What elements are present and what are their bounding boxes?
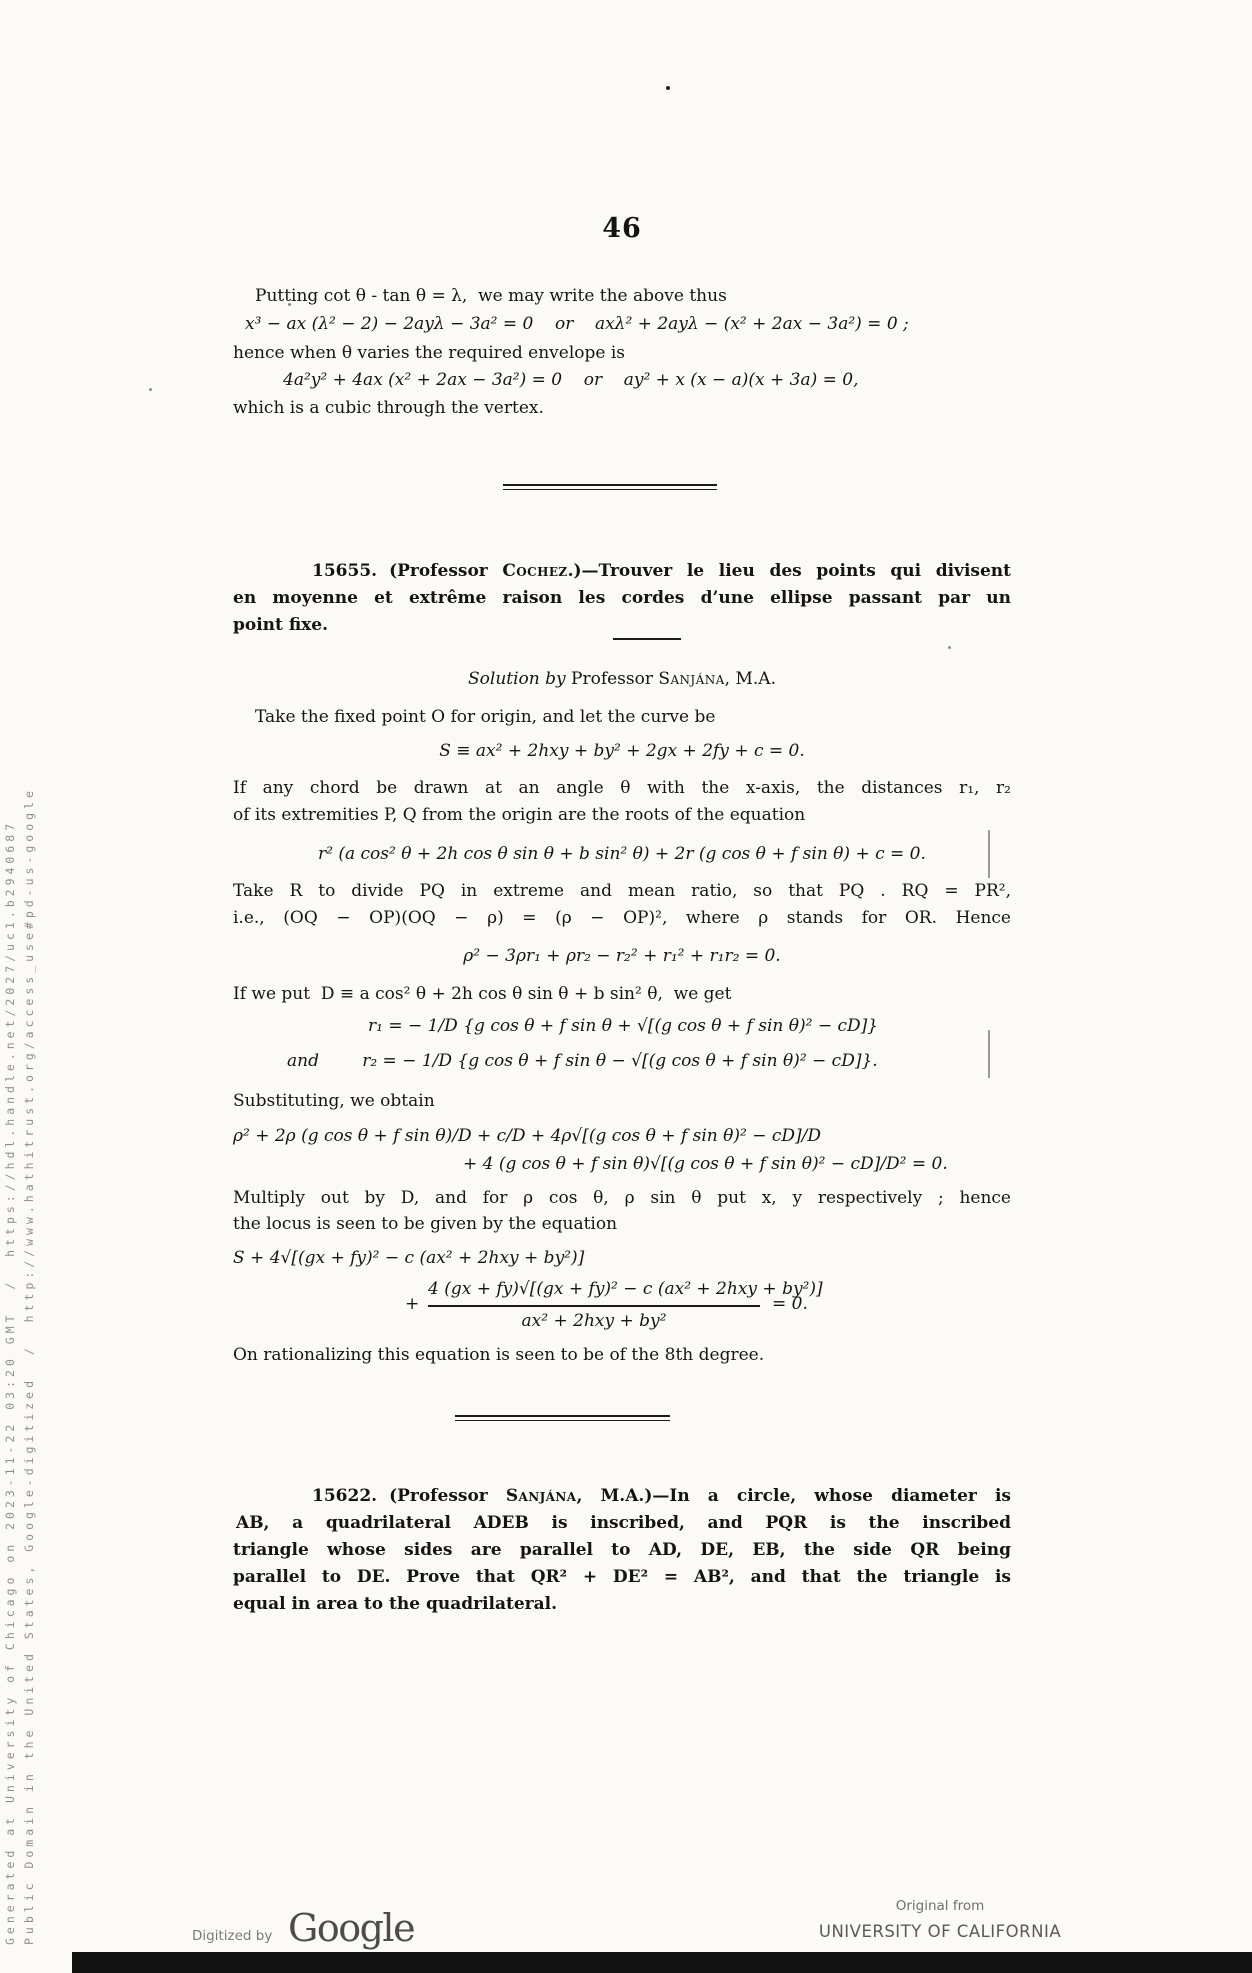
author-name: Sanjána [505,1486,577,1506]
fraction-plus-sign: + [405,1294,420,1314]
solver-degree: , M.A. [724,669,776,689]
equation-line: x³ − ax (λ² − 2) − 2ayλ − 3a² = 0 or axλ² + 2ayλ − (x² + 2ax − 3a²) = 0 ; [245,314,909,334]
problem-15655-heading [233,558,1011,584]
section-divider-rule [455,1415,670,1421]
problem-text-line: parallel to DE. Prove that QR² + DE² = AB², and that the triangle is [233,1567,1011,1587]
equation-line: S ≡ ax² + 2hxy + by² + 2gx + 2fy + c = 0. [439,741,805,761]
gutter-generated-text: Generated at University of Chicago on 2023-11-22 03:20 GMT / https://hdl.handle.net/2027/uc1.b2940687 [3,819,17,1945]
equation-line: + 4 (g cos θ + f sin θ)√[(g cos θ + f sin θ)² − cD]/D² = 0. [463,1154,948,1174]
equation-line: 4a²y² + 4ax (x² + 2ax − 3a²) = 0 or ay² + x (x − a)(x + 3a) = 0, [283,370,859,390]
text-line: which is a cubic through the vertex. [233,398,544,418]
scan-margin-mark [988,830,990,878]
institution-name: UNIVERSITY OF CALIFORNIA [818,1922,1062,1941]
problem-text-line: triangle whose sides are parallel to AD, DE, EB, the side QR being [233,1540,1011,1560]
scan-margin-mark [988,1030,990,1078]
problem-text: .)—Trouver le lieu des points qui divisent [567,561,1011,581]
equation-line: S + 4√[(gx + fy)² − c (ax² + 2hxy + by²)] [233,1248,585,1268]
fraction-bar [428,1305,760,1307]
scan-artifact [666,86,670,90]
equation-line: ρ² − 3ρr₁ + ρr₂ − r₂² + r₁² + r₁r₂ = 0. [463,946,781,966]
problem-text: (Professor [389,561,503,581]
text-line: hence when θ varies the required envelope is [233,343,626,363]
problem-text-line: en moyenne et extrême raison les cordes d’une ellipse passant par un [233,588,1011,608]
short-rule [613,638,681,640]
text-line: If we put D ≡ a cos² θ + 2h cos θ sin θ + b sin² θ, we get [233,984,732,1004]
fraction-denominator: ax² + 2hxy + by² [521,1311,667,1331]
text-line: Multiply out by D, and for ρ cos θ, ρ sin θ put x, y respectively ; hence [233,1188,1011,1208]
solution-heading [233,666,1011,692]
equation-line: ρ² + 2ρ (g cos θ + f sin θ)/D + c/D + 4ρ√[(g cos θ + f sin θ)² − cD]/D [233,1126,822,1146]
problem-number: 15655. [312,561,378,581]
scan-artifact [948,646,951,649]
page-number: 46 [602,213,642,244]
problem-text: , M.A.)—In a circle, whose diameter is [576,1486,1011,1506]
problem-15622-heading [233,1483,1011,1509]
text-line: of its extremities P, Q from the origin are the roots of the equation [233,805,806,825]
gutter-public-domain-text: Public Domain in the United States, Google-digitized / http://www.hathitrust.org/access_use#pd-us-google [22,787,36,1945]
text-line: Substituting, we obtain [233,1091,435,1111]
text-line: i.e., (OQ − OP)(OQ − ρ) = (ρ − OP)², where ρ stands for OR. Hence [233,908,1011,928]
problem-text-line: AB, a quadrilateral ADEB is inscribed, and PQR is the inscribed [236,1513,1011,1533]
fraction-equals-zero: = 0. [772,1294,808,1314]
scan-artifact [149,388,152,391]
text-line: the locus is seen to be given by the equation [233,1214,618,1234]
problem-text-line: equal in area to the quadrilateral. [233,1594,558,1614]
fraction-numerator: 4 (gx + fy)√[(gx + fy)² − c (ax² + 2hxy + by²)] [428,1279,823,1299]
solution-by-label: Solution by [468,669,566,689]
solver-title: Professor [565,669,659,689]
solver-name: Sanjána [658,669,725,689]
author-name: Cochez [502,561,568,581]
original-from-label: Original from [895,1898,985,1914]
problem-text-line: point fixe. [233,615,329,635]
text-line: On rationalizing this equation is seen to be of the 8th degree. [233,1345,765,1365]
equation-line: and r₂ = − 1/D {g cos θ + f sin θ − √[(g cos θ + f sin θ)² − cD]}. [287,1051,878,1071]
text-line: If any chord be drawn at an angle θ with the x-axis, the distances r₁, r₂ [233,778,1011,798]
text-line: Putting cot θ - tan θ = λ, we may write the above thus [255,286,727,306]
text-line: Take R to divide PQ in extreme and mean ratio, so that PQ . RQ = PR², [233,881,1011,901]
section-divider-rule [503,484,717,490]
equation-line: r² (a cos² θ + 2h cos θ sin θ + b sin² θ) + 2r (g cos θ + f sin θ) + c = 0. [318,844,926,864]
scan-edge-bar [72,1952,1252,1973]
equation-line: r₁ = − 1/D {g cos θ + f sin θ + √[(g cos θ + f sin θ)² − cD]} [368,1016,879,1036]
text-line: Take the fixed point O for origin, and let the curve be [255,707,716,727]
problem-number: 15622. [312,1486,378,1506]
google-logo: Google [288,1906,415,1950]
problem-text: (Professor [389,1486,506,1506]
digitized-by-label: Digitized by [192,1928,273,1944]
